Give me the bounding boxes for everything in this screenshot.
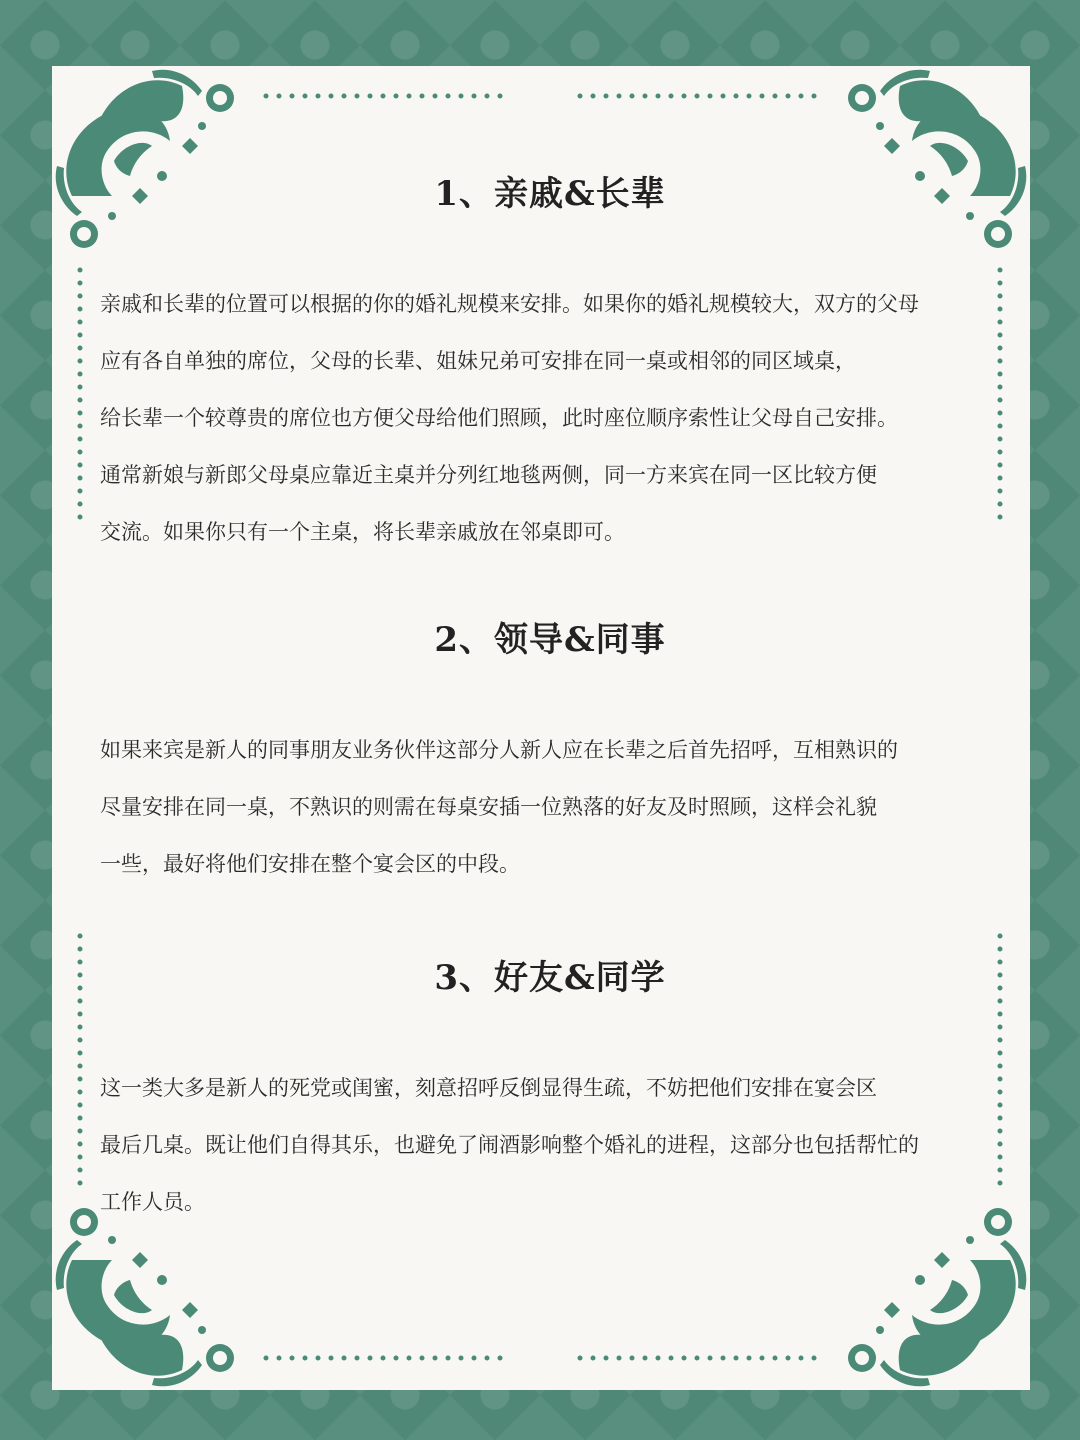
dotted-border-left-upper: [76, 266, 84, 526]
body-line: 通常新娘与新郎父母桌应靠近主桌并分列红地毯两侧，同一方来宾在同一区比较方便: [100, 463, 877, 487]
body-line: 如果来宾是新人的同事朋友业务伙伴这部分人新人应在长辈之后首先招呼，互相熟识的: [100, 738, 898, 762]
body-line: 尽量安排在同一桌，不熟识的则需在每桌安插一位熟落的好友及时照顾，这样会礼貌: [100, 795, 877, 819]
body-line: 一些，最好将他们安排在整个宴会区的中段。: [100, 852, 520, 876]
section-heading: 1、亲戚&长辈: [434, 174, 666, 214]
section-heading: 2、领导&同事: [434, 620, 666, 660]
body-line: 给长辈一个较尊贵的席位也方便父母给他们照顾，此时座位顺序索性让父母自己安排。: [100, 406, 898, 430]
dotted-border-top-left: [262, 92, 512, 100]
section-heading: 3、好友&同学: [434, 958, 666, 998]
body-line: 交流。如果你只有一个主桌，将长辈亲戚放在邻桌即可。: [100, 520, 625, 544]
section-leaders-colleagues: [100, 610, 1000, 893]
section-body: [100, 276, 1000, 561]
body-line: 亲戚和长辈的位置可以根据的你的婚礼规模来安排。如果你的婚礼规模较大，双方的父母: [100, 292, 919, 316]
dotted-border-top-right: [576, 92, 826, 100]
dotted-border-bottom-right: [576, 1354, 826, 1362]
content-card: [52, 66, 1030, 1390]
body-line: 最后几桌。既让他们自得其乐，也避免了闹酒影响整个婚礼的进程，这部分也包括帮忙的: [100, 1133, 919, 1157]
body-line: 这一类大多是新人的死党或闺蜜，刻意招呼反倒显得生疏，不妨把他们安排在宴会区: [100, 1076, 877, 1100]
body-line: 应有各自单独的席位，父母的长辈、姐妹兄弟可安排在同一桌或相邻的同区域桌，: [100, 349, 856, 373]
section-body: [100, 722, 1000, 893]
section-body: [100, 1060, 1000, 1231]
body-line: 工作人员。: [100, 1190, 205, 1214]
dotted-border-left-lower: [76, 932, 84, 1192]
dotted-border-bottom-left: [262, 1354, 512, 1362]
section-relatives-elders: [100, 164, 1000, 561]
section-friends-classmates: [100, 948, 1000, 1231]
